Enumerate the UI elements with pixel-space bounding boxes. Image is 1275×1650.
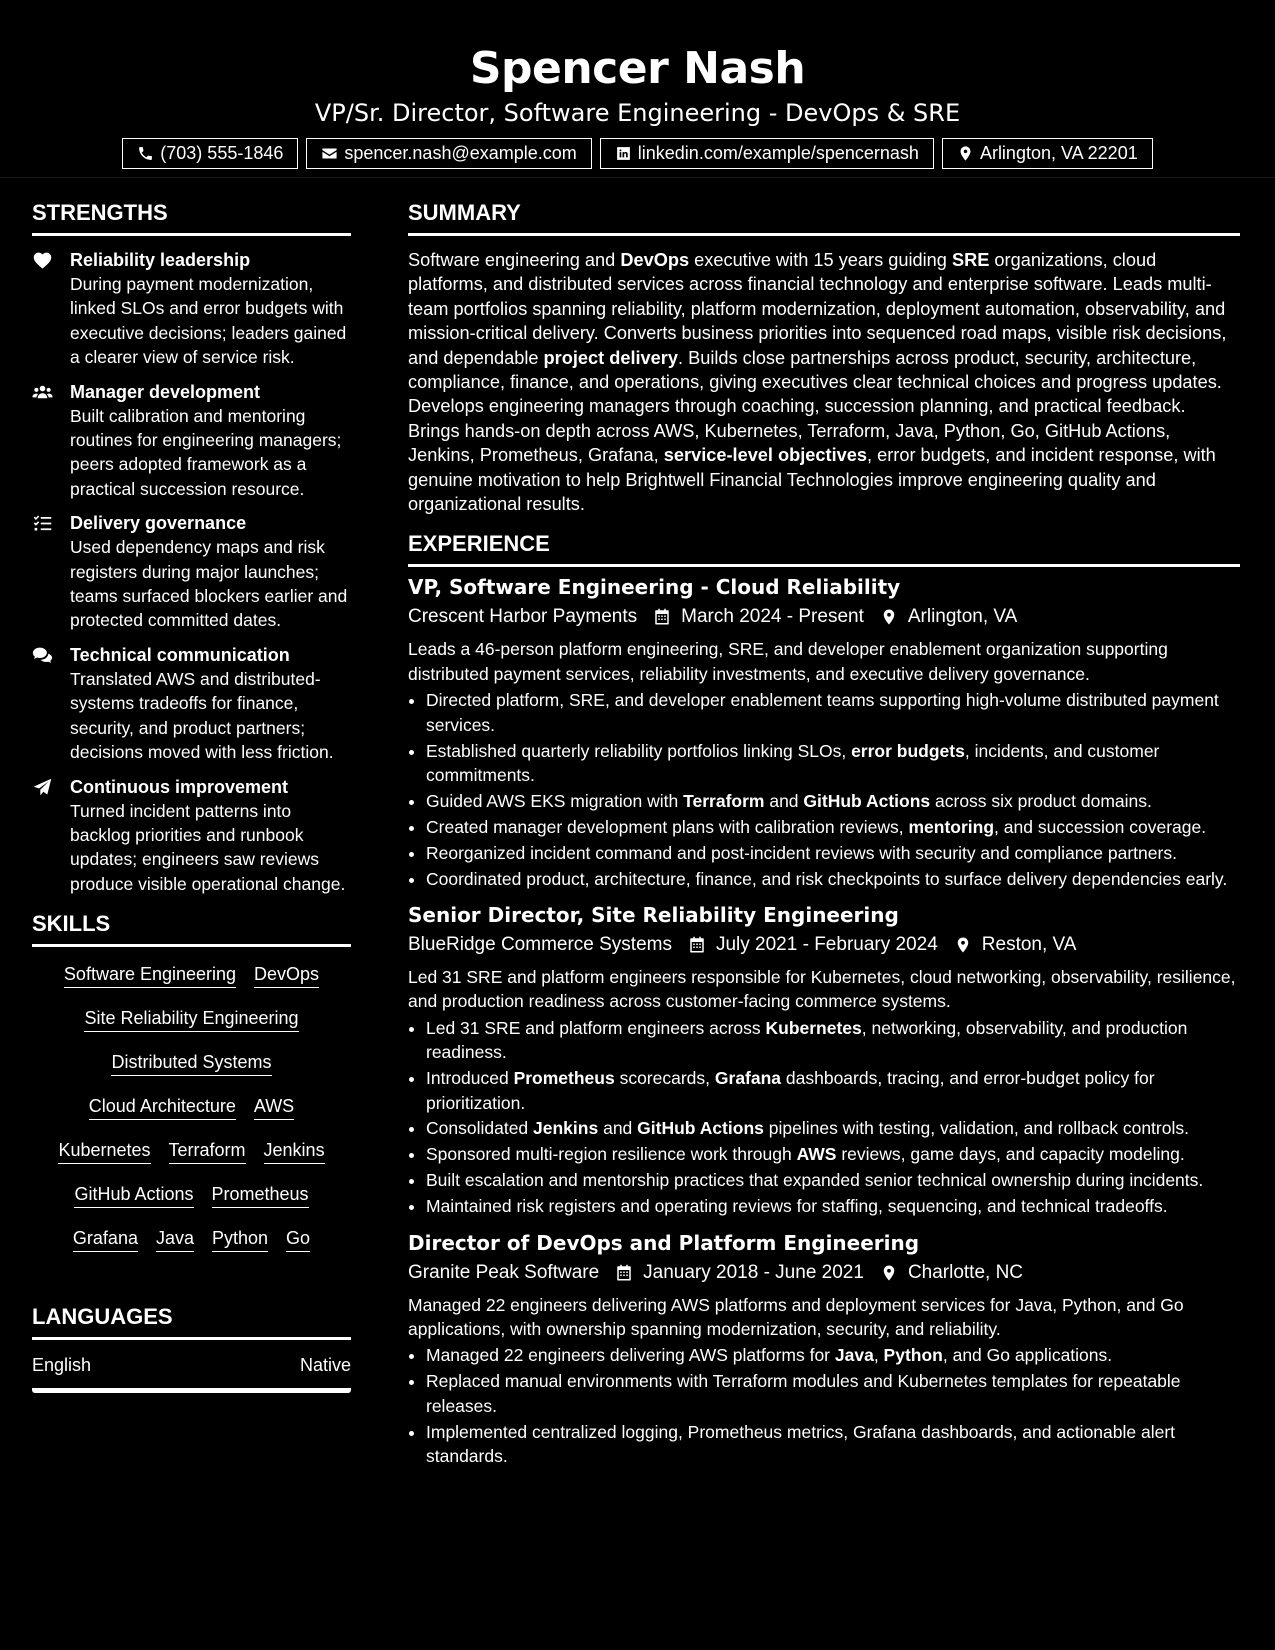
text-run: pipelines with testing, validation, and rollback controls. [763, 1118, 1189, 1139]
calendar-icon [653, 608, 671, 626]
bullet-item [426, 1343, 1240, 1367]
linkedin-icon [615, 145, 632, 162]
text-run: across six product domains. [930, 790, 1152, 811]
bullet-item [426, 789, 1240, 813]
bold-keyword: SRE [951, 250, 990, 270]
bold-keyword: service-level objectives [663, 445, 867, 466]
bold-keyword: Python [883, 1345, 943, 1366]
comments-icon [32, 645, 53, 666]
job-dates: January 2018 - June 2021 [643, 1261, 864, 1283]
map-marker-icon [957, 145, 974, 162]
skill-tag: Terraform [169, 1137, 246, 1164]
phone-chip[interactable] [122, 138, 298, 169]
bold-keyword: mentoring [908, 816, 995, 837]
job-meta [408, 929, 1240, 961]
strength-title: Delivery governance [70, 513, 247, 534]
experience-heading: EXPERIENCE [408, 526, 1240, 567]
text-run: Led 31 SRE and platform engineers across [426, 1017, 766, 1038]
skill-tag: AWS [254, 1093, 294, 1120]
language-row [32, 1352, 351, 1393]
calendar-icon [615, 1264, 633, 1282]
bullet-item [426, 1369, 1240, 1418]
bullet-item [426, 815, 1240, 839]
skill-tag: GitHub Actions [74, 1181, 193, 1208]
strengths-list [32, 248, 351, 896]
map-marker-icon [880, 1264, 898, 1282]
location-chip [942, 138, 1153, 169]
strength-title: Manager development [70, 381, 261, 402]
text-run: Consolidated [426, 1118, 534, 1139]
job-bullets [408, 688, 1240, 891]
bold-keyword: project delivery [543, 347, 678, 368]
bullet-item [426, 1066, 1240, 1115]
map-marker-icon [880, 608, 898, 626]
strengths-heading: STRENGTHS [32, 195, 351, 236]
bold-keyword: GitHub Actions [637, 1118, 764, 1139]
bold-keyword: Kubernetes [765, 1017, 862, 1038]
skill-tag: Kubernetes [58, 1137, 150, 1164]
job-dates: July 2021 - February 2024 [715, 934, 938, 956]
users-icon [32, 382, 53, 403]
language-level: Native [299, 1355, 351, 1376]
text-run: Built escalation and mentorship practices that expanded senior technical ownership during incidents. [426, 1170, 1204, 1191]
job-description: Led 31 SRE and platform engineers responsible for Kubernetes, cloud networking, observability, resilience, and production readiness across customer-facing commerce systems. [408, 967, 1236, 1012]
text-run: and [764, 790, 804, 811]
bullet-item [426, 1142, 1240, 1166]
text-run: Guided AWS EKS migration with [426, 790, 684, 811]
bullet-item [426, 739, 1240, 788]
bold-keyword: Prometheus [513, 1068, 615, 1089]
text-run: Managed 22 engineers delivering AWS platforms for [426, 1345, 835, 1366]
skills-heading: SKILLS [32, 906, 351, 947]
text-run: , [873, 1345, 884, 1366]
text-run: dashboards, tracing, and error-budget policy for prioritization. [426, 1068, 1155, 1113]
skill-tag: Go [286, 1225, 310, 1252]
text-run: , networking, observability, and production readiness. [426, 1017, 1188, 1063]
strength-item [32, 511, 351, 633]
bullet-item [426, 867, 1240, 891]
tasks-icon [32, 513, 53, 534]
job-title: Director of DevOps and Platform Engineering [408, 1230, 920, 1255]
bold-keyword: DevOps [620, 250, 690, 270]
left-column [32, 195, 351, 1393]
strength-desc: Built calibration and mentoring routines for engineering managers; peers adopted framework as a practical succession resource. [70, 405, 342, 499]
email-text: spencer.nash@example.com [344, 143, 577, 163]
bullet-item [426, 1420, 1240, 1469]
skill-tag: Python [212, 1225, 268, 1252]
strength-title: Continuous improvement [70, 776, 289, 797]
job-location: Arlington, VA [907, 606, 1018, 628]
heart-icon [32, 250, 53, 271]
text-run: Sponsored multi-region resilience work through [426, 1144, 797, 1165]
text-run: Established quarterly reliability portfolios linking SLOs, [426, 740, 852, 761]
right-column [408, 195, 1240, 1478]
text-run: reviews, game days, and capacity modeling. [836, 1144, 1185, 1165]
bold-keyword: AWS [796, 1144, 837, 1165]
location-text: Arlington, VA 22201 [979, 143, 1138, 163]
strength-item [32, 248, 351, 370]
text-run: Replaced manual environments with Terraform modules and Kubernetes templates for repeatable releases. [426, 1371, 1181, 1416]
skill-tag: Prometheus [212, 1181, 309, 1208]
linkedin-text: linkedin.com/example/spencernash [637, 143, 919, 163]
resume-header [0, 0, 1275, 178]
skill-tag: Jenkins [264, 1137, 325, 1164]
job-bullets [408, 1343, 1240, 1468]
text-run: , and succession coverage. [994, 816, 1207, 837]
job-title: Senior Director, Site Reliability Engineering [408, 903, 899, 928]
bullet-item [426, 1016, 1240, 1065]
paper-plane-icon [32, 777, 53, 798]
skills-list [32, 961, 351, 1269]
text-run: Implemented centralized logging, Prometheus metrics, Grafana dashboards, and actionable alert standards. [426, 1421, 1176, 1467]
bold-keyword: Jenkins [533, 1118, 599, 1139]
job-location: Charlotte, NC [907, 1261, 1024, 1283]
bold-keyword: Grafana [714, 1068, 782, 1089]
bullet-item [426, 841, 1240, 865]
bold-keyword: GitHub Actions [803, 790, 931, 811]
text-run: Software engineering and [408, 250, 621, 270]
text-run: , error budgets, and incident response, with genuine motivation to help Brightwell Financial Technologies improve engineering quality and organizational results. [408, 445, 1216, 515]
job-entry [408, 573, 1240, 891]
job-entry [408, 901, 1240, 1219]
linkedin-chip[interactable] [600, 138, 934, 169]
text-run: organizations, cloud platforms, and distributed services across financial technology and enterprise software. Leads multi-team portfolios spanning reliability, platform modernization, deployment automation, observability, and mission-critical delivery. Converts business priorities into sequenced road maps, visible risk decisions, and dependable [408, 250, 1227, 368]
strength-item [32, 775, 351, 897]
bold-keyword: Java [834, 1345, 874, 1366]
skill-tag: Distributed Systems [111, 1049, 271, 1076]
skill-tag: Grafana [73, 1225, 138, 1252]
job-description: Leads a 46-person platform engineering, SRE, and developer enablement organization supporting distributed payment services, reliability investments, and executive delivery governance. [408, 639, 1168, 684]
summary-heading: SUMMARY [408, 195, 1240, 236]
skill-tag: Java [156, 1225, 194, 1252]
job-dates: March 2024 - Present [681, 606, 864, 628]
job-entry [408, 1229, 1240, 1469]
bold-keyword: error budgets [851, 740, 965, 761]
languages-heading: LANGUAGES [32, 1299, 351, 1340]
strength-item [32, 380, 351, 502]
candidate-name: Spencer Nash [469, 43, 806, 94]
strength-item [32, 643, 351, 765]
text-run: Reorganized incident command and post-incident reviews with security and compliance partners. [426, 842, 1177, 863]
bullet-item [426, 1168, 1240, 1192]
text-run: Directed platform, SRE, and developer enablement teams supporting high-volume distributed payment services. [426, 690, 1219, 735]
company-name: BlueRidge Commerce Systems [408, 934, 672, 956]
text-run: and [598, 1118, 638, 1139]
phone-icon [137, 145, 154, 162]
bullet-item [426, 1116, 1240, 1140]
bullet-item [426, 1194, 1240, 1218]
phone-text: (703) 555-1846 [160, 143, 284, 163]
summary-text [408, 248, 1240, 516]
job-location: Reston, VA [981, 934, 1077, 956]
bullet-item [426, 688, 1240, 737]
bold-keyword: Terraform [683, 790, 765, 811]
text-run: Coordinated product, architecture, finance, and risk checkpoints to surface delivery dependencies early. [426, 868, 1228, 889]
job-meta [408, 1257, 1240, 1289]
language-name: English [32, 1355, 92, 1376]
contact-bar [0, 138, 1275, 169]
skill-tag: Site Reliability Engineering [84, 1005, 298, 1032]
strength-desc: Translated AWS and distributed-systems tradeoffs for finance, security, and product partners; decisions moved with less friction. [70, 668, 334, 763]
skill-tag: Cloud Architecture [89, 1093, 236, 1120]
skill-tag: DevOps [254, 961, 319, 988]
strength-title: Technical communication [70, 644, 290, 665]
map-marker-icon [954, 936, 972, 954]
candidate-headline: VP/Sr. Director, Software Engineering - DevOps & SRE [314, 99, 961, 127]
strength-desc: During payment modernization, linked SLOs and error budgets with executive decisions; leaders gained a clearer view of service risk. [70, 274, 347, 368]
job-description: Managed 22 engineers delivering AWS platforms and deployment services for Java, Python, and Go applications, with ownership spanning modernization, security, and reliability. [408, 1294, 1184, 1339]
text-run: . Builds close partnerships across product, security, architecture, compliance, finance, and operations, giving executives clear technical choices and progress updates. Develops engineering managers through coaching, succession planning, and practical feedback. Brings hands-on depth across AWS, Kubernetes, Terraform, Java, Python, Go, GitHub Actions, Jenkins, Prometheus, Grafana, [408, 347, 1222, 466]
job-title: VP, Software Engineering - Cloud Reliability [408, 575, 901, 600]
calendar-icon [688, 936, 706, 954]
company-name: Granite Peak Software [408, 1261, 600, 1283]
strength-desc: Turned incident patterns into backlog priorities and runbook updates; engineers saw reviews produce visible operational change. [70, 800, 346, 894]
text-run: , and Go applications. [942, 1345, 1113, 1366]
job-meta [408, 601, 1240, 633]
envelope-icon [321, 145, 338, 162]
strength-desc: Used dependency maps and risk registers during major launches; teams surfaced blockers earlier and protected committed dates. [70, 537, 348, 631]
email-chip[interactable] [306, 138, 591, 169]
skill-tag: Software Engineering [64, 961, 236, 988]
text-run: , incidents, and customer commitments. [426, 740, 1160, 785]
text-run: Introduced [426, 1068, 514, 1089]
company-name: Crescent Harbor Payments [408, 606, 638, 628]
job-bullets [408, 1016, 1240, 1219]
text-run: Created manager development plans with calibration reviews, [426, 816, 909, 837]
text-run: executive with 15 years guiding [689, 250, 952, 270]
text-run: Maintained risk registers and operating reviews for staffing, sequencing, and technical tradeoffs. [426, 1196, 1168, 1217]
strength-title: Reliability leadership [70, 250, 251, 270]
text-run: scorecards, [614, 1068, 715, 1089]
